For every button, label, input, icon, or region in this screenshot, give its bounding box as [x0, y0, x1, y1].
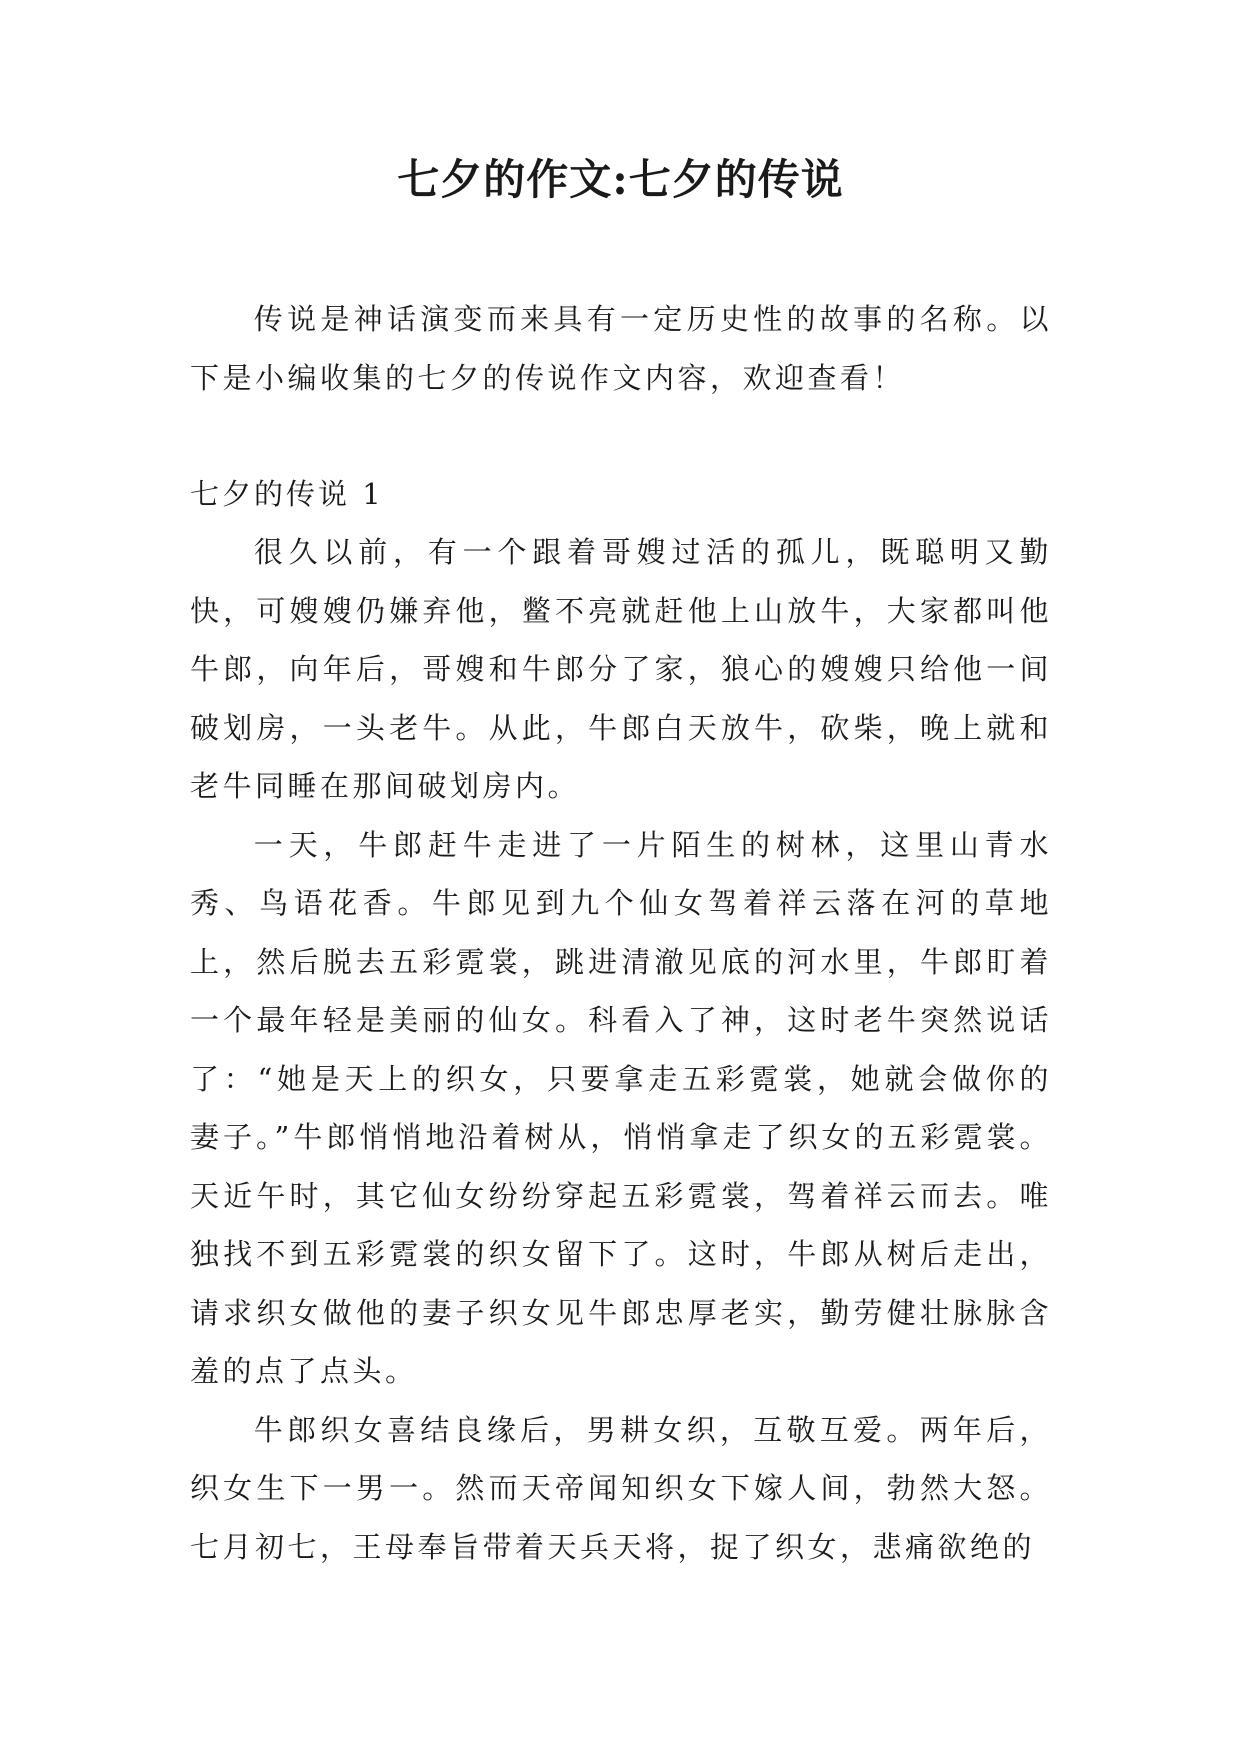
- story-paragraph-1: 很久以前，有一个跟着哥嫂过活的孤儿，既聪明又勤快，可嫂嫂仍嫌弃他，鳖不亮就赶他上山放牛，大家都叫他牛郎，向年后，哥嫂和牛郎分了家，狼心的嫂嫂只给他一间破划房，一头老牛。从此，牛郎白天放牛，砍柴，晚上就和老牛同睡在那间破划房内。: [190, 535, 1052, 803]
- story-paragraph-3: 牛郎织女喜结良缘后，男耕女织，互敬互爱。两年后，织女生下一男一。然而天帝闻知织女下嫁人间，勃然大怒。七月初七，王母奉旨带着天兵天将，捉了织女，悲痛欲绝的: [190, 1412, 1052, 1564]
- section-heading: 七夕的传说 1: [190, 477, 384, 511]
- story-paragraph-2: 一天，牛郎赶牛走进了一片陌生的树林，这里山青水秀、鸟语花香。牛郎见到九个仙女驾着祥云落在河的草地上，然后脱去五彩霓裳，跳进清澈见底的河水里，牛郎盯着一个最年轻是美丽的仙女。科看入了神，这时老牛突然说话了：“她是天上的织女，只要拿走五彩霓裳，她就会做你的妻子。”牛郎悄悄地沿着树从，悄悄拿走了织女的五彩霓裳。天近午时，其它仙女纷纷穿起五彩霓裳，驾着祥云而去。唯独找不到五彩霓裳的织女留下了。这时，牛郎从树后走出，请求织女做他的妻子织女见牛郎忠厚老实，勤劳健壮脉脉含羞的点了点头。: [190, 827, 1052, 1388]
- intro-paragraph: 传说是神话演变而来具有一定历史性的故事的名称。以下是小编收集的七夕的传说作文内容，欢迎查看！: [190, 302, 1052, 395]
- document-body: [190, 290, 1052, 1576]
- page-title: 七夕的作文:七夕的传说: [397, 155, 844, 204]
